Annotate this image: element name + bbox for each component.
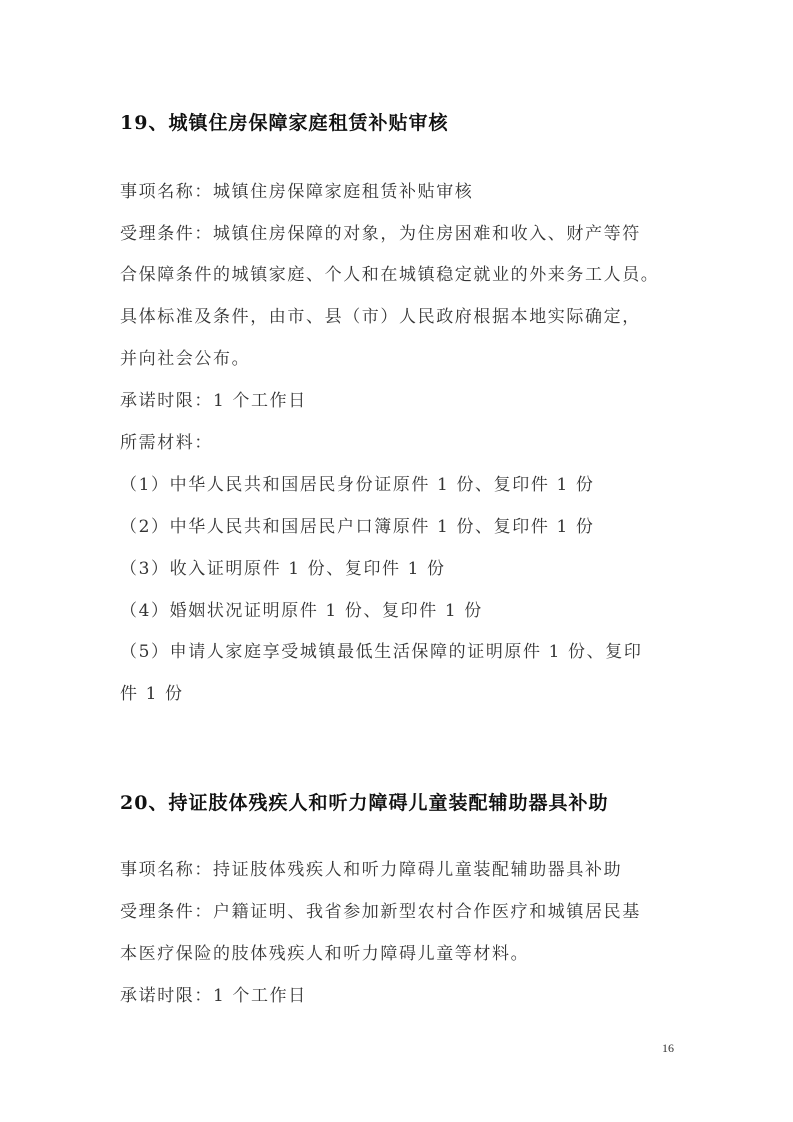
material-item-continued: 件 1 份 xyxy=(120,684,184,704)
section-19-line: 承诺时限：1 个工作日 xyxy=(120,391,307,411)
section-20-line: 事项名称：持证肢体残疾人和听力障碍儿童装配辅助器具补助 xyxy=(120,860,623,880)
material-item: （4）婚姻状况证明原件 1 份、复印件 1 份 xyxy=(120,601,483,621)
material-item: （3）收入证明原件 1 份、复印件 1 份 xyxy=(120,559,446,579)
section-19-line: 并向社会公布。 xyxy=(120,349,251,369)
material-item: （2）中华人民共和国居民户口簿原件 1 份、复印件 1 份 xyxy=(120,517,595,537)
material-item: （1）中华人民共和国居民身份证原件 1 份、复印件 1 份 xyxy=(120,475,595,495)
section-19-line: 所需材料： xyxy=(120,433,213,453)
section-19-line: 具体标准及条件，由市、县（市）人民政府根据本地实际确定， xyxy=(120,307,641,327)
section-20-line: 本医疗保险的肢体残疾人和听力障碍儿童等材料。 xyxy=(120,944,530,964)
section-20-line: 承诺时限：1 个工作日 xyxy=(120,986,307,1006)
page-number: 16 xyxy=(662,1041,674,1055)
material-item: （5）申请人家庭享受城镇最低生活保障的证明原件 1 份、复印 xyxy=(120,642,643,662)
section-19-line: 事项名称：城镇住房保障家庭租赁补贴审核 xyxy=(120,182,474,202)
section-19-line: 受理条件：城镇住房保障的对象，为住房困难和收入、财产等符 xyxy=(120,224,641,244)
section-19-line: 合保障条件的城镇家庭、个人和在城镇稳定就业的外来务工人员。 xyxy=(120,265,660,285)
section-19-heading: 19、城镇住房保障家庭租赁补贴审核 xyxy=(120,112,449,134)
section-20-line: 受理条件：户籍证明、我省参加新型农村合作医疗和城镇居民基 xyxy=(120,902,641,922)
section-20-heading: 20、持证肢体残疾人和听力障碍儿童装配辅助器具补助 xyxy=(120,792,609,814)
